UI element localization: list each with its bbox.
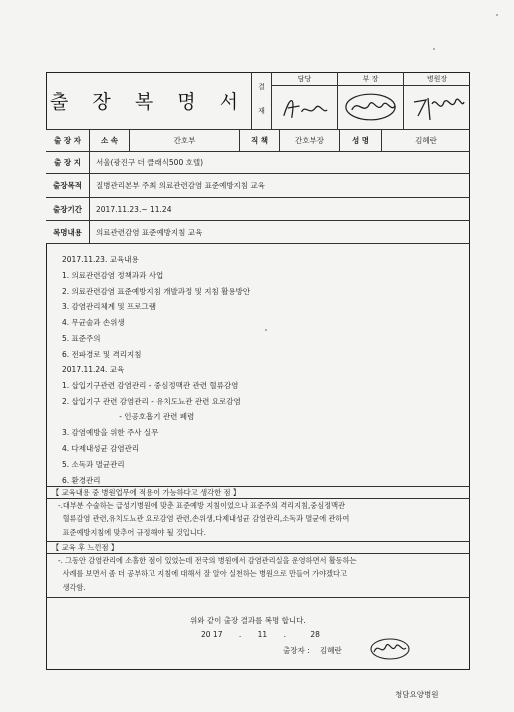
name-value: 김혜란 <box>415 136 437 145</box>
place-label: 출 장 지 <box>46 152 90 173</box>
document-title: 출 장 복 명 서 <box>46 72 252 130</box>
report-value: 의료관련감염 표준예방지침 교육 <box>96 227 203 237</box>
signature-director <box>404 86 470 129</box>
day2-item: 3. 감염예방을 위한 주사 실무 <box>62 428 159 438</box>
report-year: 20 17 <box>201 630 223 639</box>
impressions-divider <box>46 597 470 598</box>
approval-col-staff <box>272 72 338 129</box>
signature-staff <box>272 86 337 129</box>
day1-item: 2. 의료관련감염 표준예방지침 개발과정 및 지침 활용방안 <box>62 286 251 296</box>
approval-head-director: 병원장 <box>404 72 470 86</box>
purpose-value: 질병관리본부 주최 의료관련감염 표준예방지침 교육 <box>96 181 265 190</box>
scan-speck <box>265 329 267 331</box>
dept-value: 간호부 <box>130 130 240 151</box>
approval-label <box>252 72 272 129</box>
reporter-name: 김혜란 <box>320 646 342 655</box>
reporter-line <box>283 645 342 656</box>
day1-item: 3. 감염관리체계 및 프로그램 <box>62 302 157 312</box>
report-row <box>46 221 470 244</box>
day1-item: 1. 의료관련감염 정책과과 사업 <box>62 270 164 280</box>
impressions-line: 사례를 보면서 좀 더 공부하고 지침에 대해서 잘 알아 실천하는 병원으로 만들어 가야겠다고 <box>58 569 347 579</box>
period-label: 출장기간 <box>46 198 90 220</box>
approval-head-manager: 부 장 <box>338 72 403 86</box>
impressions-heading: 【 교육 후 느낀점 】 <box>46 541 470 554</box>
applicable-line: 표준예방지침에 맞추어 규정해야 될 것입니다. <box>58 527 206 537</box>
approval-head-staff: 담당 <box>272 72 337 86</box>
day2-item: 2. 삽입기구 관련 감염관리 - 유치도뇨관 관련 요로감염 <box>62 396 241 406</box>
dept-label: 소 속 <box>90 130 130 151</box>
approval-box <box>252 72 470 130</box>
signature-manager <box>338 86 403 129</box>
position-label: 직 책 <box>240 130 280 151</box>
traveler-label: 출 장 자 <box>46 130 90 151</box>
reporter-label: 출장자 : <box>283 646 310 655</box>
signature-director-mark <box>404 86 470 129</box>
purpose-row <box>46 174 470 198</box>
day1-item: 5. 표준주의 <box>62 333 101 343</box>
day2-item: 1. 삽입기구관련 감염관리 - 중심정맥관 관련 혈류감염 <box>62 380 239 390</box>
day1-heading: 2017.11.23. 교육내용 <box>62 255 139 264</box>
period-value: 2017.11.23.~ 11.24 <box>96 204 172 214</box>
purpose-label: 출장목적 <box>46 174 90 197</box>
day2-heading: 2017.11.24. 교육 <box>62 365 125 374</box>
approval-col-director <box>404 72 470 129</box>
day2-section <box>62 362 241 488</box>
day2-item: - 인공호흡기 관련 폐렴 <box>62 412 195 422</box>
report-label: 복명내용 <box>46 221 90 243</box>
name-label: 성 명 <box>340 130 382 151</box>
signature-manager-mark <box>338 86 403 129</box>
day2-item: 4. 다제내성균 감염관리 <box>62 443 140 453</box>
hospital-name: 청담요양병원 <box>395 690 439 699</box>
position-value: 간호부장 <box>280 130 340 151</box>
date-dot-1: . <box>238 630 242 639</box>
applicable-line: -.대부분 수술하는 급성기병원에 맞춘 표준예방 지침이었으나 표준주의 격리지침,중심정맥관 <box>58 501 345 510</box>
day2-item: 5. 소독과 멸균관리 <box>62 459 125 469</box>
date-dot-2: . <box>283 630 286 639</box>
approval-label-bottom: 재 <box>258 107 265 115</box>
place-value: 서울(광진구 더 클래식500 호텔) <box>96 158 204 167</box>
impressions-line: -. 그동안 감염관리에 소홀한 점이 있었는데 전국의 병원에서 감염관리실을 운영하면서 활동하는 <box>58 556 357 565</box>
applicable-text <box>58 499 349 539</box>
scan-speck <box>433 48 435 50</box>
period-row <box>46 198 470 221</box>
report-day: 28 <box>310 630 320 639</box>
approval-label-top: 결 <box>258 83 265 91</box>
report-date <box>201 630 320 639</box>
day1-item: 6. 전파경로 및 격리지침 <box>62 349 142 359</box>
report-month: 11 <box>257 630 268 639</box>
day1-item: 4. 무균술과 손위생 <box>62 318 125 328</box>
impressions-line: 생각함. <box>58 582 86 592</box>
reporter-signature <box>368 636 412 662</box>
impressions-text <box>58 554 357 594</box>
applicable-line: 혈류감염 관련,유치도뇨관 요로감염 관련,손위생,다제내성균 감염관리,소독과 멸균에 관하여 <box>58 514 350 524</box>
day2-item: 6. 환경관리 <box>62 475 101 485</box>
signature-staff-mark <box>272 86 337 129</box>
approval-col-manager <box>338 72 404 129</box>
scan-speck <box>496 14 498 16</box>
day1-section <box>62 252 250 363</box>
place-row <box>46 152 470 174</box>
applicable-heading: 【 교육내용 중 병원업무에 적용이 가능하다고 생각한 점 】 <box>46 486 470 499</box>
traveler-row <box>46 130 470 152</box>
closing-statement: 위와 같이 출장 결과를 복명 합니다. <box>190 616 306 625</box>
